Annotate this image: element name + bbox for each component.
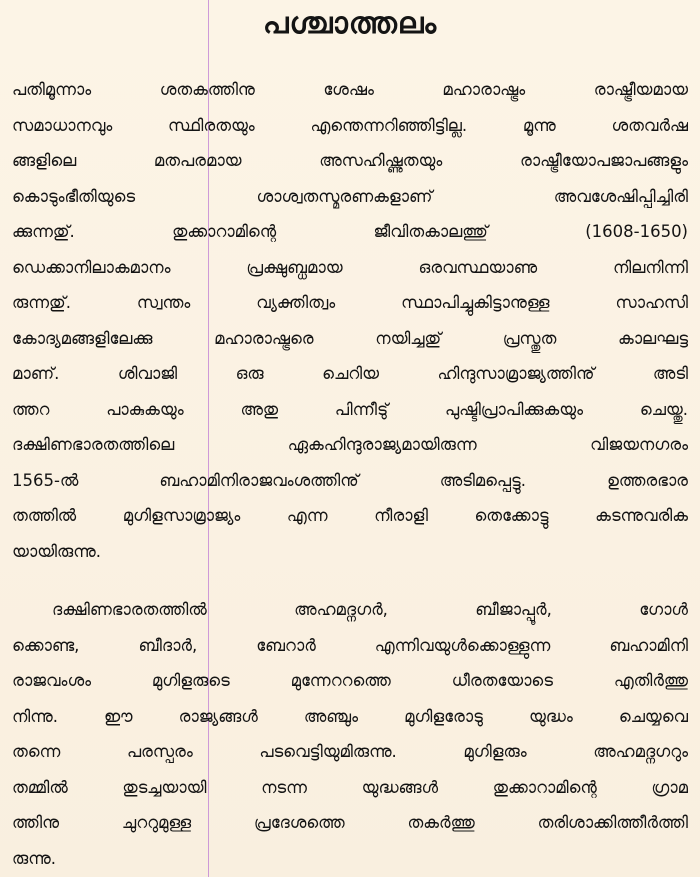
text-line: രുന്നതു്. സ്വന്തം വ്യക്തിത്വം സ്ഥാപിച്ചുകിട്ടാനുള്ള സാഹസി (12, 293, 688, 312)
text-line: ത്തറ പാകുകയും അതു പിന്നീടു് പുഷ്ടിപ്രാപിക്കുകയും ചെയ്തു. (12, 399, 688, 419)
text-line: തന്നെ പരസ്പരം പടവെട്ടിയുമിരുന്നു. മുഗിളരും അഹമദ്നഗറും (12, 742, 688, 761)
text-line: ക്കൊണ്ട, ബീദാർ, ബേറാർ എന്നിവയുൾക്കൊള്ളുന്ന ബഹാമിനി (12, 635, 688, 655)
text-line: പതിമൂന്നാം ശതകത്തിനു ശേഷം മഹാരാഷ്ട്രം രാഷ്ട്രീയമായ (12, 80, 688, 99)
text-line: ത്തിനു ചുററുമുള്ള പ്രദേശത്തെ തകർത്തു തരിശാക്കിത്തീർത്തി (12, 813, 688, 832)
text-line: ദക്ഷിണഭാരതത്തിൽ അഹമദ്നഗർ, ബീജാപ്പൂർ, ഗോൾ (52, 600, 688, 619)
text-line: ഡെക്കാനിലാകമാനം പ്രക്ഷുബ്ധമായ ഒരവസ്ഥയാണു നിലനിന്നി (12, 257, 688, 277)
text-line: കൊടുംഭീതിയുടെ ശാശ്വതസ്മരണകളാണ് അവശേഷിപ്പിച്ചിരി (12, 186, 688, 206)
text-line: രുന്നു. (12, 848, 56, 868)
text-line: ദക്ഷിണഭാരതത്തിലെ ഏകഹിന്ദുരാജ്യമായിരുന്ന വിജയനഗരം (12, 435, 688, 454)
text-line: കോദ്യമങ്ങളിലേക്കു മഹാരാഷ്ട്രരെ നയിച്ചതു് പ്രസ്തുത കാലഘട്ട (12, 328, 688, 348)
text-line: 1565-ൽ ബഹാമിനിരാജവംശത്തിനു് അടിമപ്പെട്ടു. ഉത്തരഭാര (12, 470, 688, 490)
text-line: സമാധാനവും സ്ഥിരതയും എന്തെന്നറിഞ്ഞിട്ടില്ല. മൂന്നു ശതവർഷ (12, 115, 688, 135)
text-line: തത്തിൽ മുഗിളസാമ്രാജ്യം എന്ന നീരാളി തെക്കോട്ടു കടന്നുവരിക (12, 506, 688, 525)
text-line: നിന്നു. ഈ രാജ്യങ്ങൾ അഞ്ചും മുഗിളരോടു യുദ്ധം ചെയ്യവെ (12, 706, 688, 726)
page-title: പശ്ചാത്തലം (262, 6, 438, 41)
text-line: ക്കുന്നതു്. തുക്കാറാമിന്റെ ജീവിതകാലത്തു് (1608-1650) (12, 222, 688, 241)
paragraph-2 (12, 592, 688, 876)
text-line: രാജവംശം മുഗിളരുടെ മുന്നേററത്തെ ധീരതയോടെ എതിർത്തു (12, 671, 688, 690)
text-line: തമ്മിൽ തുടച്ചയായി നടന്ന യുദ്ധങ്ങൾ തുക്കാറാമിന്റെ ഗ്രാമ (12, 777, 688, 797)
text-line: മാണ്. ശിവാജി ഒരു ചെറിയ ഹിന്ദുസാമ്രാജ്യത്തിനു് അടി (12, 364, 688, 383)
text-line: യായിരുന്നു. (12, 541, 101, 561)
paragraph-1 (12, 72, 688, 569)
text-line: ങ്ങളിലെ മതപരമായ അസഹിഷ്ണുതയും രാഷ്ട്രീയോപജാപങ്ങളും (12, 151, 688, 170)
